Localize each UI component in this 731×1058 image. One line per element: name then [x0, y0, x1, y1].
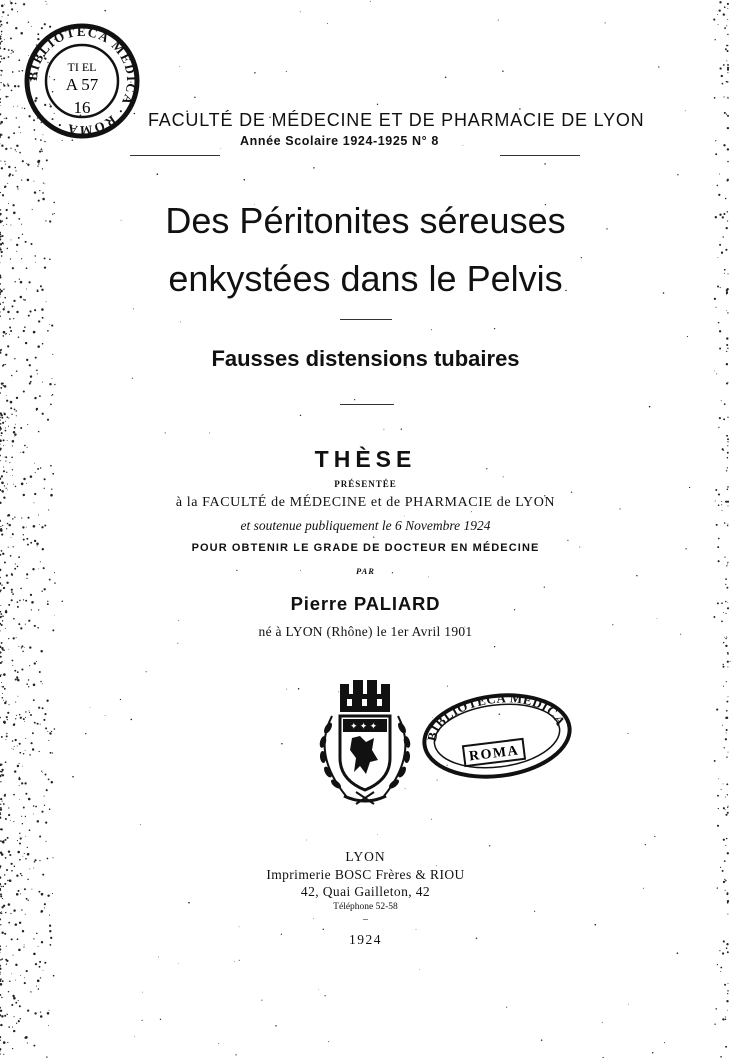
degree-purpose: POUR OBTENIR LE GRADE DE DOCTEUR EN MÉDECINE [191, 542, 540, 554]
svg-text:BIBLIOTECA MEDICA: BIBLIOTECA MEDICA [424, 690, 569, 743]
faculty-heading: FACULTÉ DE MÉDECINE ET DE PHARMACIE DE LYON [148, 110, 645, 130]
thesis-title [0, 192, 731, 308]
svg-text:BIBLIOTECA MEDICA · ROMA ·: BIBLIOTECA MEDICA · ROMA · [24, 23, 140, 139]
subtitle-rule [340, 404, 394, 405]
header-rule-right [500, 155, 580, 156]
title-line-2: enkystées dans le Pelvis [168, 258, 563, 299]
header-rule-left [130, 155, 220, 156]
printer-address: 42, Quai Gailleton, 42 [300, 884, 431, 899]
publisher-city: LYON [345, 849, 386, 864]
svg-text:16: 16 [73, 98, 91, 117]
author-name: Pierre PALIARD [290, 593, 441, 614]
printer-name: Imprimerie BOSC Frères & RIOU [266, 867, 465, 882]
printer-phone: Téléphone 52-58 [333, 902, 398, 912]
by-label: PAR [356, 566, 375, 576]
svg-text:ROMA: ROMA [468, 743, 521, 765]
defense-date: et soutenue publiquement le 6 Novembre 1924 [240, 518, 491, 533]
publication-year: 1924 [349, 932, 382, 947]
title-rule [340, 319, 392, 320]
lyon-coat-of-arms [300, 676, 430, 812]
presented-label: PRÉSENTÉE [334, 479, 397, 489]
title-line-1: Des Péritonites séreuses [165, 200, 566, 241]
separator-dash: – [363, 914, 368, 925]
subtitle: Fausses distensions tubaires [211, 346, 520, 371]
these-heading: THÈSE [314, 446, 417, 472]
svg-text:✦ ✦ ✦: ✦ ✦ ✦ [350, 721, 378, 731]
faculty-line: à la FACULTÉ de MÉDECINE et de PHARMACIE de LYON [175, 495, 556, 510]
library-stamp-oval [418, 686, 576, 786]
author-birth: né à LYON (Rhône) le 1er Avril 1901 [258, 624, 473, 639]
svg-text:TI EL: TI EL [67, 60, 97, 74]
academic-year: Année Scolaire 1924-1925 N° 8 [240, 134, 439, 148]
svg-text:A 57: A 57 [65, 75, 99, 94]
library-stamp-top-left [18, 22, 146, 140]
